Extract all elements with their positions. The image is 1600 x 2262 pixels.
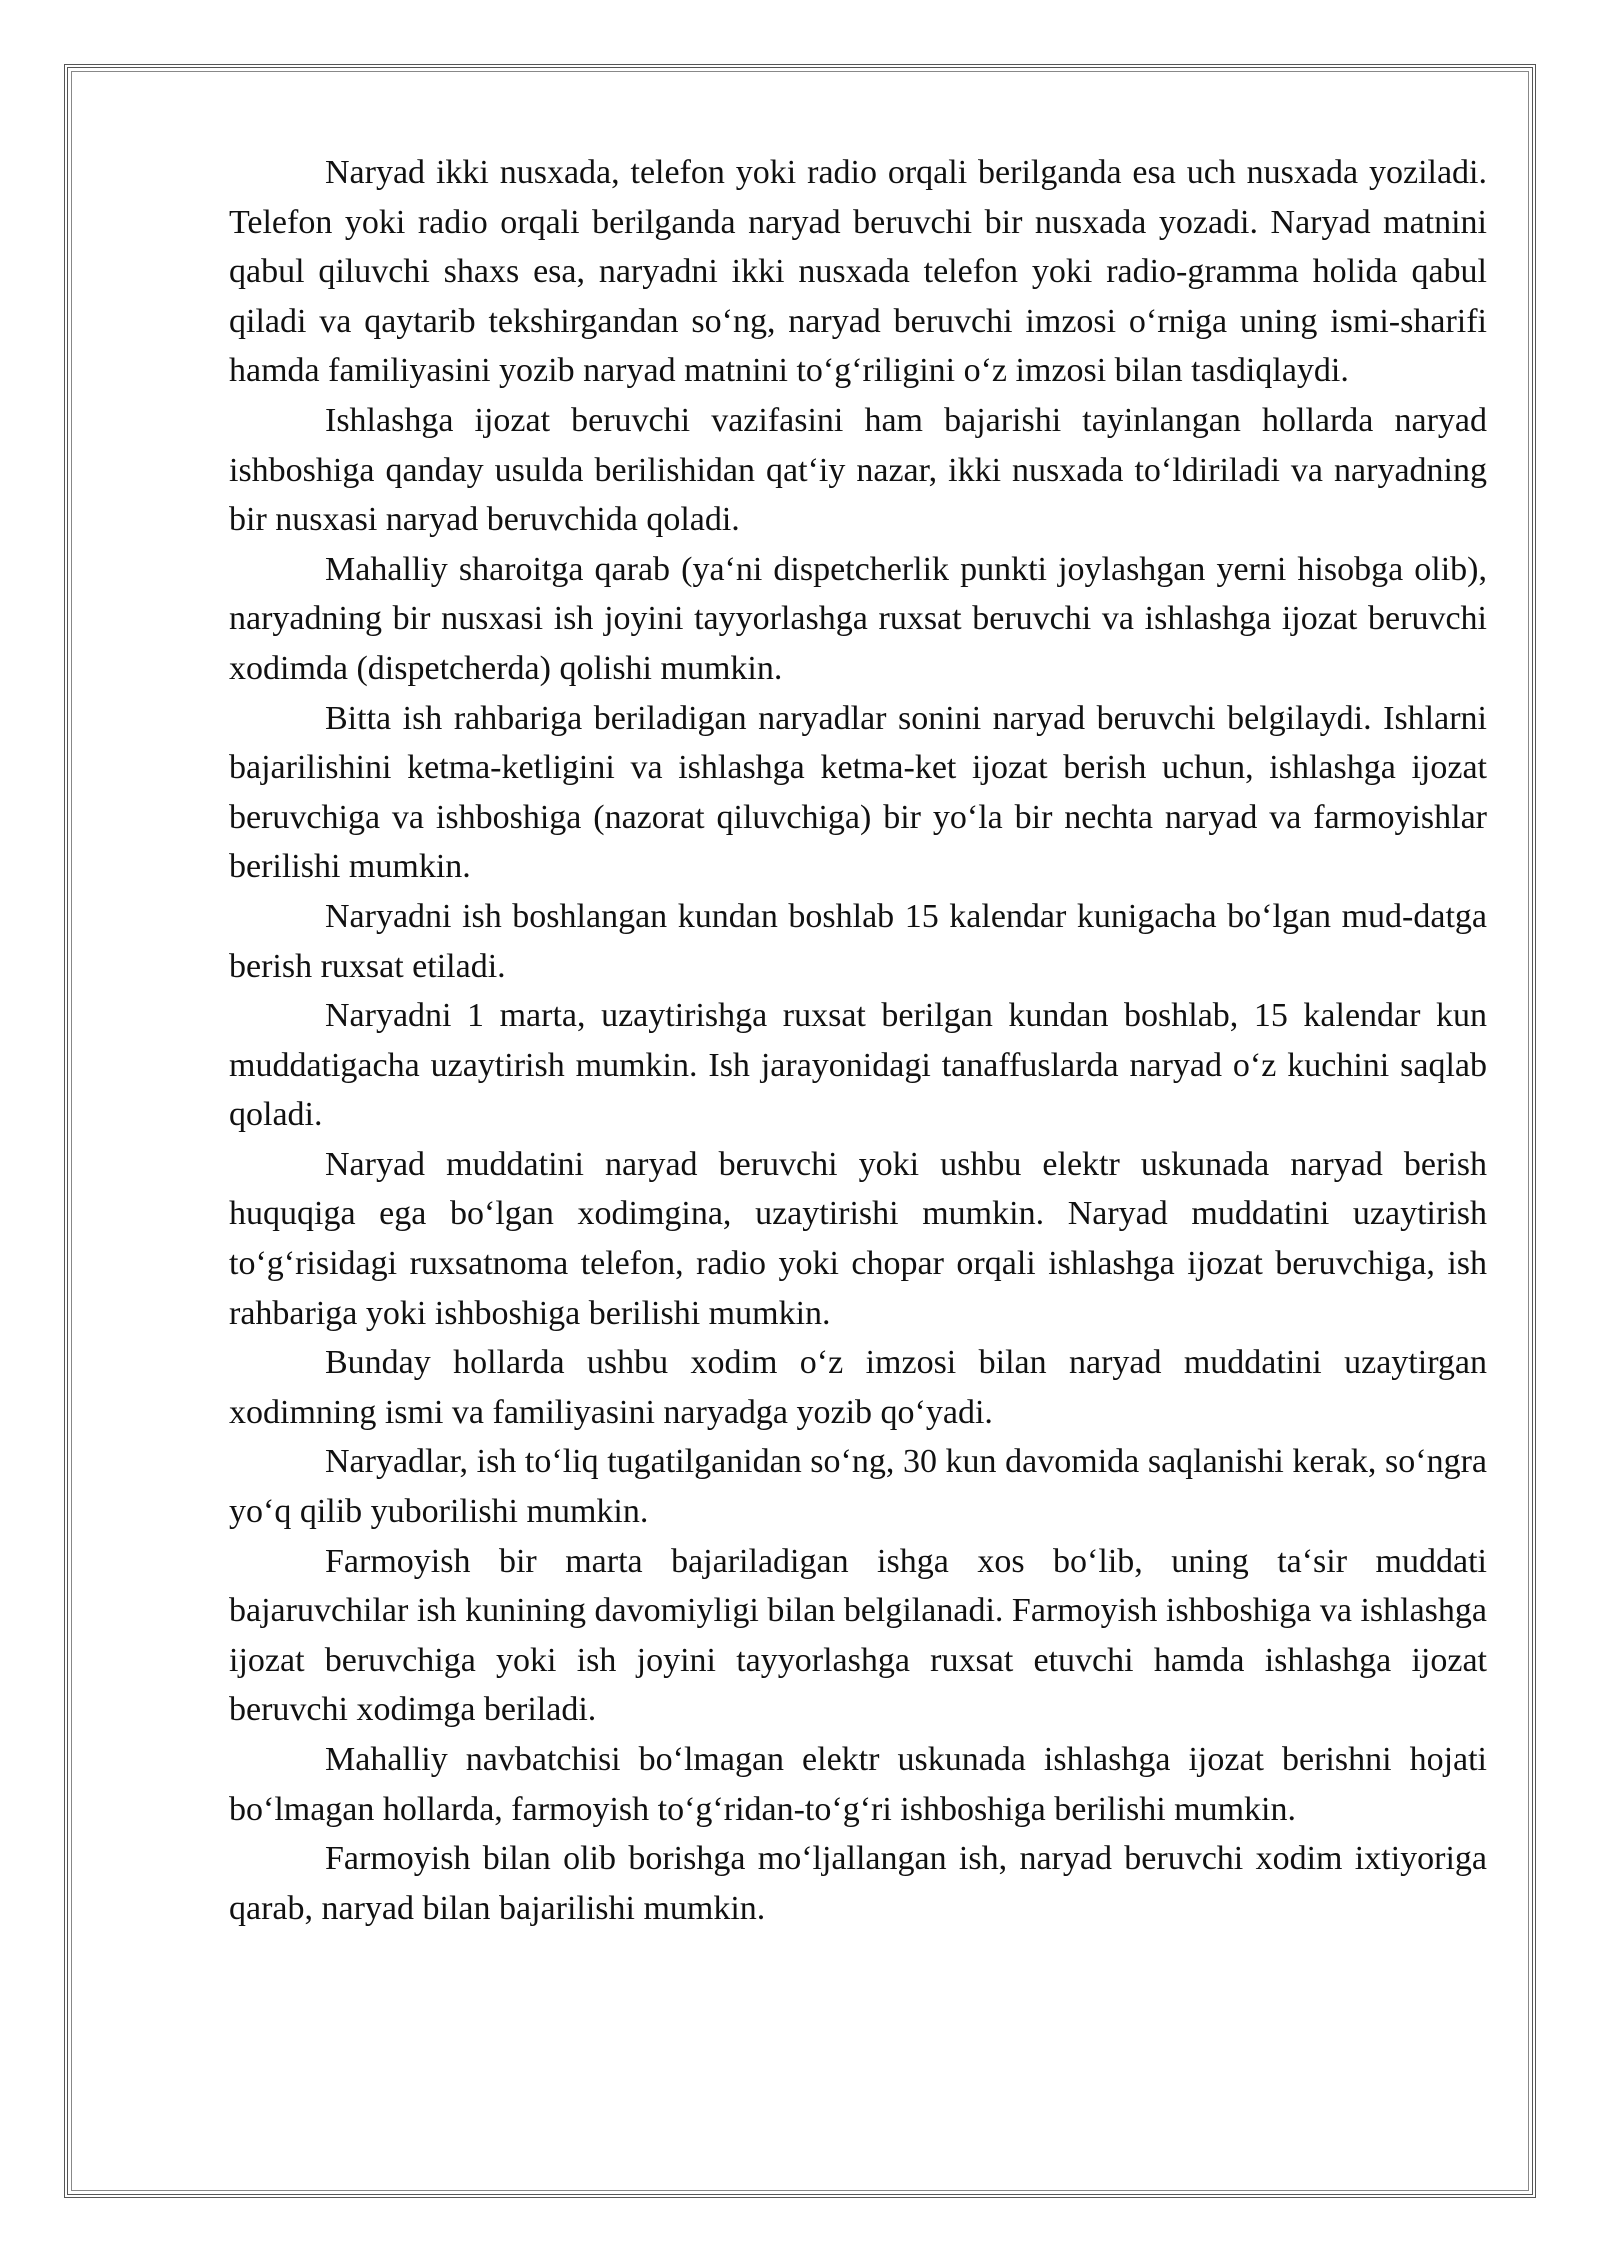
paragraph: Farmoyish bir marta bajariladigan ishga xos bo‘lib, uning ta‘sir muddati bajaruvchilar ish kunining davomiyligi bilan belgilanadi. Farmoyish ishboshiga va ishlashga ijozat beruvchiga yoki ish joyini tayyorlashga ruxsat etuvchi hamda ishlashga ijozat beruvchi xodimga beriladi. — [229, 1542, 1487, 1729]
document-body — [229, 148, 1487, 1933]
paragraph: Bunday hollarda ushbu xodim o‘z imzosi bilan naryad muddatini uzaytirgan xodimning ismi va familiyasini naryadga yozib qo‘yadi. — [229, 1344, 1487, 1431]
paragraph: Mahalliy navbatchisi bo‘lmagan elektr uskunada ishlashga ijozat berishni hojati bo‘lmagan hollarda, farmoyish to‘g‘ridan-to‘g‘ri ishboshiga berilishi mumkin. — [229, 1741, 1487, 1828]
paragraph: Farmoyish bilan olib borishga mo‘ljallangan ish, naryad beruvchi xodim ixtiyoriga qarab, naryad bilan bajarilishi mumkin. — [229, 1840, 1487, 1927]
paragraph: Bitta ish rahbariga beriladigan naryadlar sonini naryad beruvchi belgilaydi. Ishlarni bajarilishini ketma-ketligini va ishlashga ketma-ket ijozat berish uchun, ishlashga ijozat beruvchiga va ishboshiga (nazorat qiluvchiga) bir yo‘la bir nechta naryad va farmoyishlar berilishi mumkin. — [229, 699, 1487, 886]
paragraph: Naryadni ish boshlangan kundan boshlab 15 kalendar kunigacha bo‘lgan mud-datga berish ruxsat etiladi. — [229, 897, 1487, 985]
paragraph: Mahalliy sharoitga qarab (ya‘ni dispetcherlik punkti joylashgan yerni hisobga olib), naryadning bir nusxasi ish joyini tayyorlashga ruxsat beruvchi va ishlashga ijozat beruvchi xodimda (dispetcherda) qolishi mumkin. — [229, 550, 1487, 687]
paragraph: Naryadlar, ish to‘liq tugatilganidan so‘ng, 30 kun davomida saqlanishi kerak, so‘ngra yo‘q qilib yuborilishi mumkin. — [229, 1443, 1487, 1531]
paragraph: Ishlashga ijozat beruvchi vazifasini ham bajarishi tayinlangan hollarda naryad ishboshiga qanday usulda berilishidan qat‘iy nazar, ikki nusxada to‘ldiriladi va naryadning bir nusxasi naryad beruvchida qoladi. — [229, 401, 1487, 539]
paragraph: Naryadni 1 marta, uzaytirishga ruxsat berilgan kundan boshlab, 15 kalendar kun muddatigacha uzaytirish mumkin. Ish jarayonidagi tanaffuslarda naryad o‘z kuchini saqlab qoladi. — [229, 997, 1487, 1134]
paragraph: Naryad muddatini naryad beruvchi yoki ushbu elektr uskunada naryad berish huquqiga ega bo‘lgan xodimgina, uzaytirishi mumkin. Naryad muddatini uzaytirish to‘g‘risidagi ruxsatnoma telefon, radio yoki chopar orqali ishlashga ijozat beruvchiga, ish rahbariga yoki ishboshiga berilishi mumkin. — [229, 1145, 1487, 1332]
paragraph: Naryad ikki nusxada, telefon yoki radio orqali berilganda esa uch nusxada yoziladi. Telefon yoki radio orqali berilganda naryad beruvchi bir nusxada yozadi. Naryad matnini qabul qiluvchi shaxs esa, naryadni ikki nusxada telefon yoki radio-gramma holida qabul qiladi va qaytarib tekshirgandan so‘ng, naryad beruvchi imzosi o‘rniga uning ismi-sharifi hamda familiyasini yozib naryad matnini to‘g‘riligini o‘z imzosi bilan tasdiqlaydi. — [229, 154, 1487, 390]
